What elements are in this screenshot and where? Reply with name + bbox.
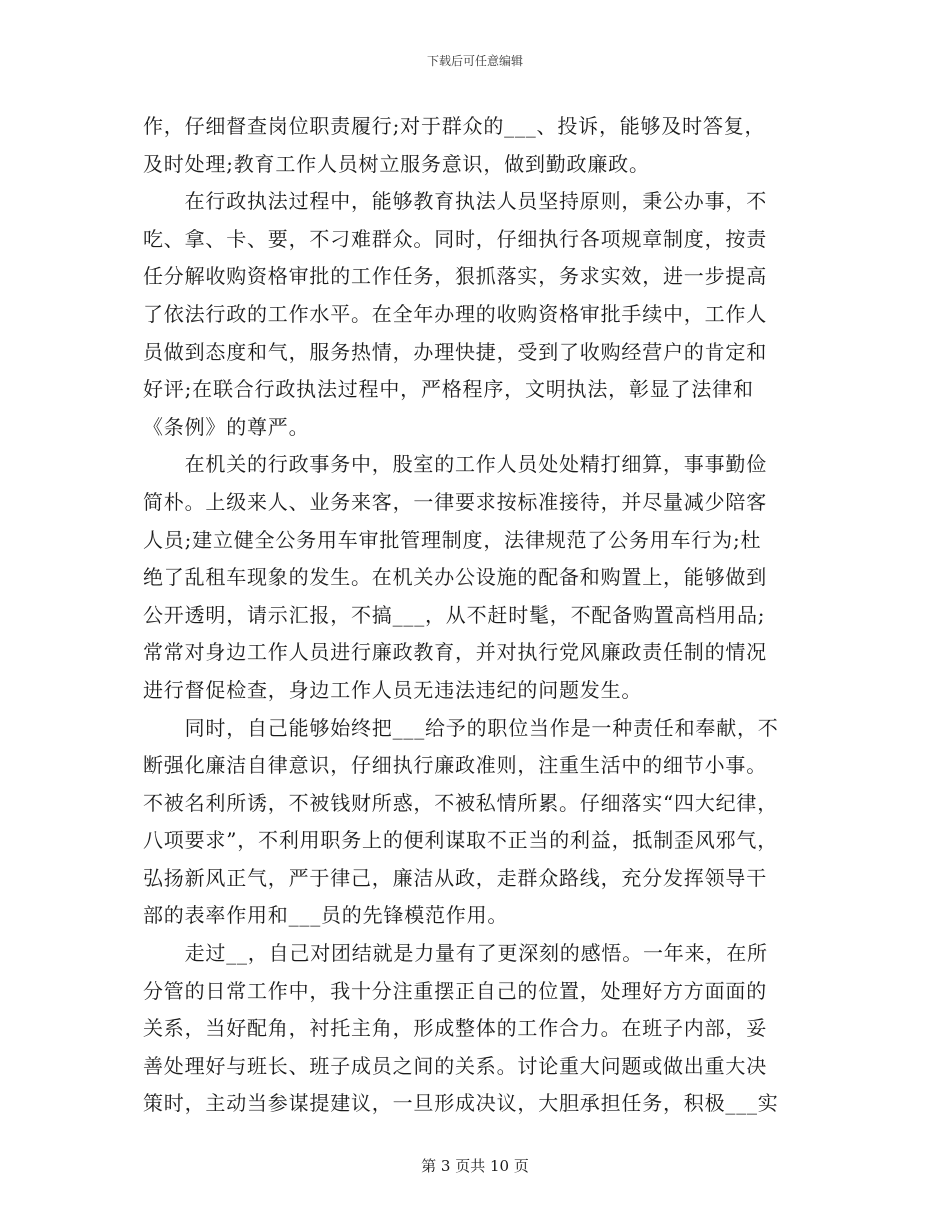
paragraph: 在行政执法过程中，能够教育执法人员坚持原则，秉公办事，不 吃、拿、卡、要，不刁难群众。同时，仔细执行各项规章制度，按责 任分解收购资格审批的工作任务，狠抓落实，务求实效，进一步提高 了依法行政的工作水平。在全年办理的收购资格审批手续中，工作人 员做到态度和气，服务热情，办理快捷，受到了收购经营户的肯定和 好评;在联合行政执法过程中，严格程序，文明执法，彰显了法律和 《条例》的尊严。 [143, 189, 767, 439]
paragraph: 同时，自己能够始终把___给予的职位当作是一种责任和奉献，不 断强化廉洁自律意识，仔细执行廉政准则，注重生活中的细节小事。 不被名利所诱，不被钱财所惑，不被私情所累。仔细落实“四大纪律， 八项要求”，不利用职务上的便利谋取不正当的利益，抵制歪风邪气， 弘扬新风正气，严于律己，廉洁从政，走群众路线，充分发挥领导干 部的表率作用和___员的先锋模范作用。 [143, 715, 779, 928]
page-header: 下载后可任意编辑 [426, 54, 523, 68]
paragraph: 在机关的行政事务中，股室的工作人员处处精打细算，事事勤俭 简朴。上级来人、业务来客，一律要求按标准接待，并尽量减少陪客 人员;建立健全公务用车审批管理制度，法律规范了公务用车行为;杜 绝了乱租车现象的发生。在机关办公设施的配备和购置上，能够做到 公开透明，请示汇报，不搞___，从不赶时髦，不配备购置高档用品; 常常对身边工作人员进行廉政教育，并对执行党风廉政责任制的情况 进行督促检查，身边工作人员无违法违纪的问题发生。 [143, 452, 767, 702]
paragraph: 走过__，自己对团结就是力量有了更深刻的感悟。一年来，在所 分管的日常工作中，我十分注重摆正自己的位置，处理好方方面面的 关系，当好配角，衬托主角，形成整体的工作合力。在班子内部，妥 善处理好与班长、班子成员之间的关系。讨论重大问题或做出重大决 策时，主动当参谋提建议，一旦形成决议，大胆承担任务，积极___实 [143, 941, 779, 1116]
document-body [143, 108, 807, 1123]
paragraph: 作，仔细督查岗位职责履行;对于群众的___、投诉，能够及时答复， 及时处理;教育工作人员树立服务意识，做到勤政廉政。 [143, 114, 766, 176]
page-number: 第 3 页共 10 页 [421, 1157, 529, 1175]
